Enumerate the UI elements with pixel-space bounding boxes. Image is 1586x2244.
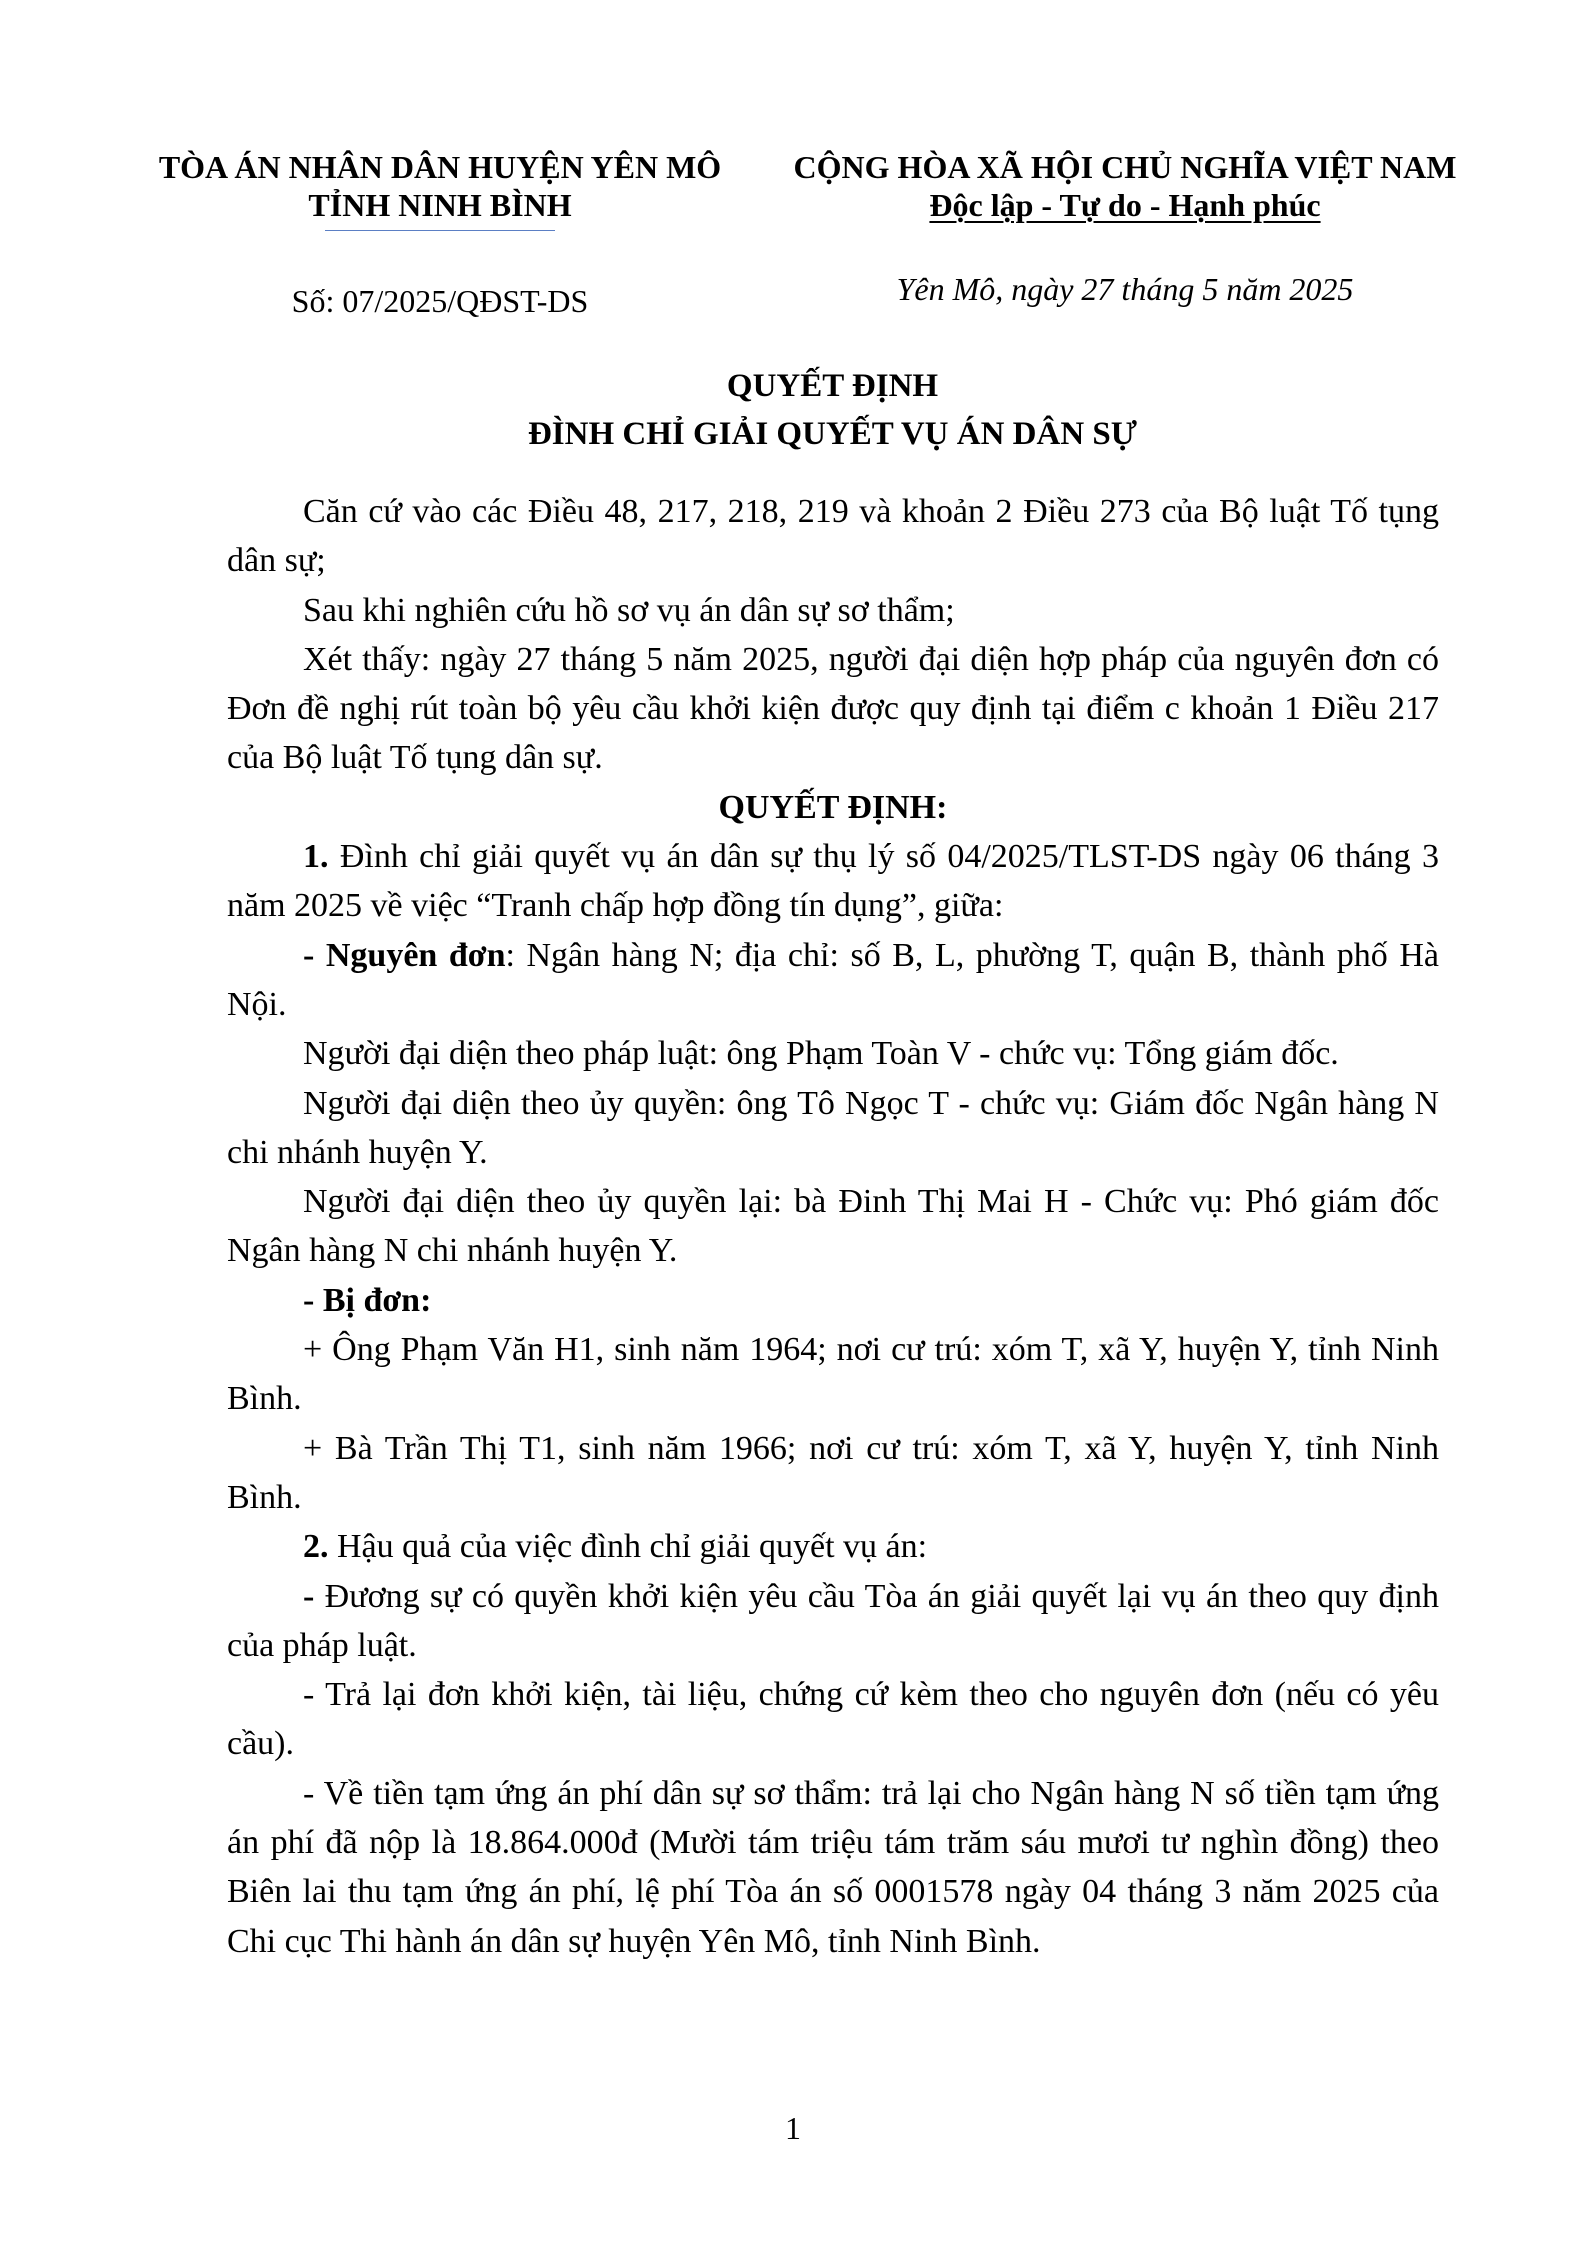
item-1-number: 1. [303, 838, 329, 876]
national-header [775, 148, 1475, 224]
court-header-divider [325, 230, 555, 231]
paragraph-item-2 [227, 1522, 1439, 1571]
document-number: Số: 07/2025/QĐST-DS [291, 283, 589, 319]
paragraph-sub-authorized-representative: Người đại diện theo ủy quyền lại: bà Đinh Thị Mai H - Chức vụ: Phó giám đốc Ngân hàng N chi nhánh huyện Y. [227, 1183, 1439, 1270]
paragraph-plaintiff [227, 931, 1439, 1030]
decision-heading: QUYẾT ĐỊNH: [718, 788, 948, 826]
plaintiff-label: - Nguyên đơn [303, 936, 506, 974]
item-2-number: 2. [303, 1528, 329, 1566]
paragraph-consequence-1 [227, 1572, 1439, 1671]
document-title [225, 362, 1440, 458]
paragraph-defendant-2: + Bà Trần Thị T1, sinh năm 1966; nơi cư trú: xóm T, xã Y, huyện Y, tỉnh Ninh Bình. [227, 1429, 1439, 1516]
document-date: Yên Mô, ngày 27 tháng 5 năm 2025 [896, 271, 1354, 307]
item-2-text: Hậu quả của việc đình chỉ giải quyết vụ án: [328, 1528, 928, 1566]
paragraph-defendant-label [227, 1276, 1439, 1325]
paragraph-legal-representative: Người đại diện theo pháp luật: ông Phạm Toàn V - chức vụ: Tổng giám đốc. [303, 1035, 1339, 1073]
consequence-1-dash: - [303, 1577, 315, 1615]
court-province: TỈNH NINH BÌNH [308, 187, 572, 223]
court-name: TÒA ÁN NHÂN DÂN HUYỆN YÊN MÔ [158, 149, 722, 185]
paragraph-legal-basis: Căn cứ vào các Điều 48, 217, 218, 219 và khoản 2 Điều 273 của Bộ luật Tố tụng dân sự; [227, 493, 1439, 580]
plaintiff-text: : Ngân hàng N; địa chỉ: số B, L, phường T, quận B, thành phố Hà Nội. [227, 936, 1439, 1023]
paragraph-consequence-2: - Trả lại đơn khởi kiện, tài liệu, chứng cứ kèm theo cho nguyên đơn (nếu có yêu cầu). [227, 1676, 1439, 1763]
page-number: 1 [785, 2110, 801, 2146]
nation-name: CỘNG HÒA XÃ HỘI CHỦ NGHĨA VIỆT NAM [793, 149, 1457, 185]
document-body [227, 487, 1439, 1966]
paragraph-item-1 [227, 832, 1439, 931]
paragraph-authorized-representative: Người đại diện theo ủy quyền: ông Tô Ngọc T - chức vụ: Giám đốc Ngân hàng N chi nhánh huyện Y. [227, 1084, 1439, 1171]
paragraph-defendant-1: + Ông Phạm Văn H1, sinh năm 1964; nơi cư trú: xóm T, xã Y, huyện Y, tỉnh Ninh Bình. [227, 1331, 1439, 1418]
title-line-2: ĐÌNH CHỈ GIẢI QUYẾT VỤ ÁN DÂN SỰ [527, 416, 1138, 452]
paragraph-consequence-3: - Về tiền tạm ứng án phí dân sự sơ thẩm: trả lại cho Ngân hàng N số tiền tạm ứng án phí đã nộp là 18.864.000đ (Mười tám triệu tám trăm sáu mươi tư nghìn đồng) theo Biên lai thu tạm ứng án phí, lệ phí Tòa án số 0001578 ngày 04 tháng 3 năm 2025 của Chi cục Thi hành án dân sự huyện Yên Mô, tỉnh Ninh Bình. [227, 1774, 1439, 1960]
defendant-label: - Bị đơn: [303, 1281, 432, 1319]
title-line-1: QUYẾT ĐỊNH [726, 368, 939, 404]
item-1-text: Đình chỉ giải quyết vụ án dân sự thụ lý số 04/2025/TLST-DS ngày 06 tháng 3 năm 2025 về việc “Tranh chấp hợp đồng tín dụng”, giữa: [227, 838, 1439, 925]
paragraph-review: Sau khi nghiên cứu hồ sơ vụ án dân sự sơ thẩm; [303, 591, 955, 629]
paragraph-consideration: Xét thấy: ngày 27 tháng 5 năm 2025, người đại diện hợp pháp của nguyên đơn có Đơn đề nghị rút toàn bộ yêu cầu khởi kiện được quy định tại điểm c khoản 1 Điều 217 của Bộ luật Tố tụng dân sự. [227, 640, 1439, 777]
national-motto: Độc lập - Tự do - Hạnh phúc [929, 187, 1321, 223]
court-header [140, 148, 740, 231]
consequence-1-text: Đương sự có quyền khởi kiện yêu cầu Tòa án giải quyết lại vụ án theo quy định của pháp luật. [227, 1577, 1439, 1664]
